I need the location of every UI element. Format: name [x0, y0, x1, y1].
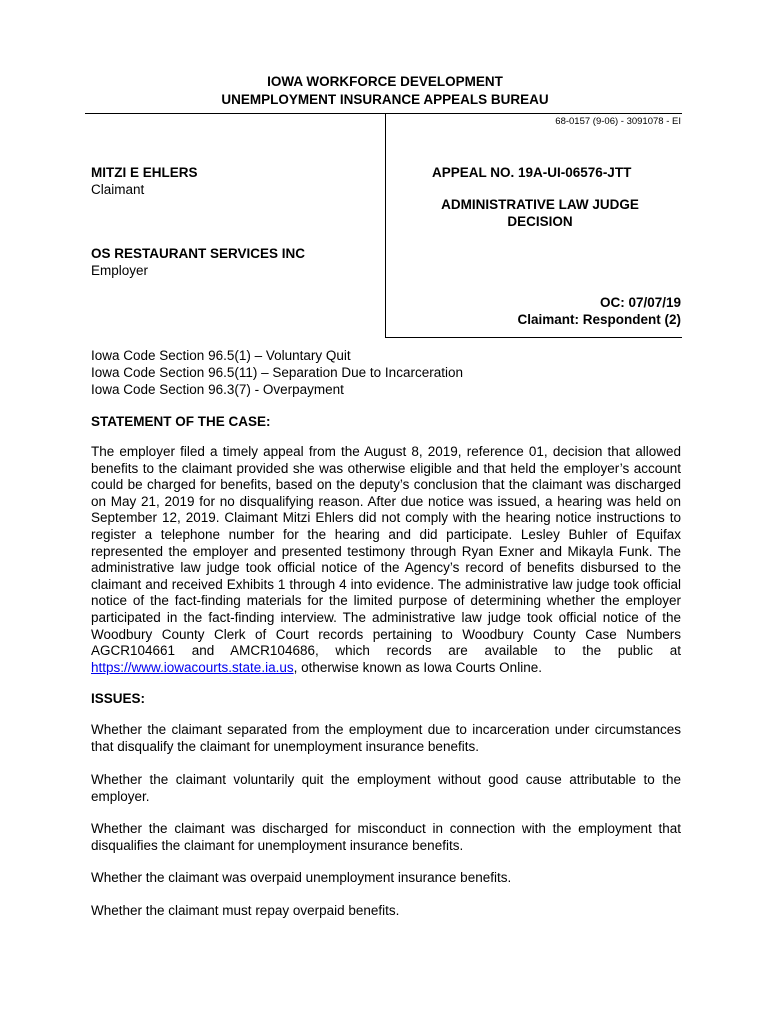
bureau-name: UNEMPLOYMENT INSURANCE APPEALS BUREAU [221, 92, 549, 107]
code-section-line: Iowa Code Section 96.5(1) – Voluntary Quit [91, 348, 351, 363]
statement-paragraph [91, 444, 681, 676]
decision-title [420, 196, 660, 230]
agency-name: IOWA WORKFORCE DEVELOPMENT [267, 74, 503, 89]
issue-item: Whether the claimant must repay overpaid benefits. [91, 903, 400, 918]
employer-role: Employer [91, 263, 149, 278]
code-section-line: Iowa Code Section 96.5(11) – Separation Due to Incarceration [91, 365, 463, 380]
header-divider [85, 113, 682, 114]
caption-bottom-divider [385, 337, 682, 338]
claimant-status: Claimant: Respondent (2) [517, 312, 681, 327]
employer-name: OS RESTAURANT SERVICES INC [91, 246, 306, 261]
claimant-role: Claimant [91, 182, 145, 197]
statement-text: The employer filed a timely appeal from the August 8, 2019, reference 01, decision that allowed benefits to the claimant provided she was otherwise eligible and that held the employer’s account could be charged for benefits, based on the deputy’s conclusion that the claimant was discharged on May 21, 2019 for no disqualifying reason. After due notice was issued, a hearing was held on September 12, 2019. Claimant Mitzi Ehlers did not comply with the hearing notice instructions to register a telephone number for the hearing and did participate. Lesley Buhler of Equifax represented the employer and presented testimony through Ryan Exner and Mikayla Funk. The administrative law judge took official notice of the Agency’s record of benefits disbursed to the claimant and received Exhibits 1 through 4 into evidence. The administrative law judge took official notice of the fact-finding materials for the limited purpose of determining whether the employer participated in the fact-finding interview. The administrative law judge took official notice of the Woodbury County Clerk of Court records pertaining to Woodbury County Case Numbers AGCR104661 and AMCR104686, which records are available to the public at [91, 444, 681, 659]
caption-column-divider [385, 113, 386, 338]
code-section-line: Iowa Code Section 96.3(7) - Overpayment [91, 382, 344, 397]
issue-item: Whether the claimant voluntarily quit the employment without good cause attributable to the employer. [91, 772, 681, 804]
issue-item: Whether the claimant separated from the employment due to incarceration under circumstances that disqualify the claimant for unemployment insurance benefits. [91, 722, 681, 754]
issue-item: Whether the claimant was overpaid unemployment insurance benefits. [91, 870, 512, 885]
statement-heading: STATEMENT OF THE CASE: [91, 414, 271, 429]
claimant-name: MITZI E EHLERS [91, 165, 198, 180]
appeal-number: APPEAL NO. 19A-UI-06576-JTT [432, 165, 632, 180]
code-sections [91, 347, 463, 398]
decision-title-line-2: DECISION [507, 214, 573, 229]
issues-heading: ISSUES: [91, 691, 146, 706]
form-number: 68-0157 (9-06) - 3091078 - EI [555, 116, 681, 127]
iowa-courts-link[interactable]: https://www.iowacourts.state.ia.us [91, 659, 294, 675]
original-claim-date: OC: 07/07/19 [599, 295, 681, 310]
decision-title-line-1: ADMINISTRATIVE LAW JUDGE [441, 197, 639, 212]
statement-text-end: , otherwise known as Iowa Courts Online. [293, 659, 542, 675]
issue-item: Whether the claimant was discharged for misconduct in connection with the employment that disqualifies the claimant for unemployment insurance benefits. [91, 821, 681, 853]
